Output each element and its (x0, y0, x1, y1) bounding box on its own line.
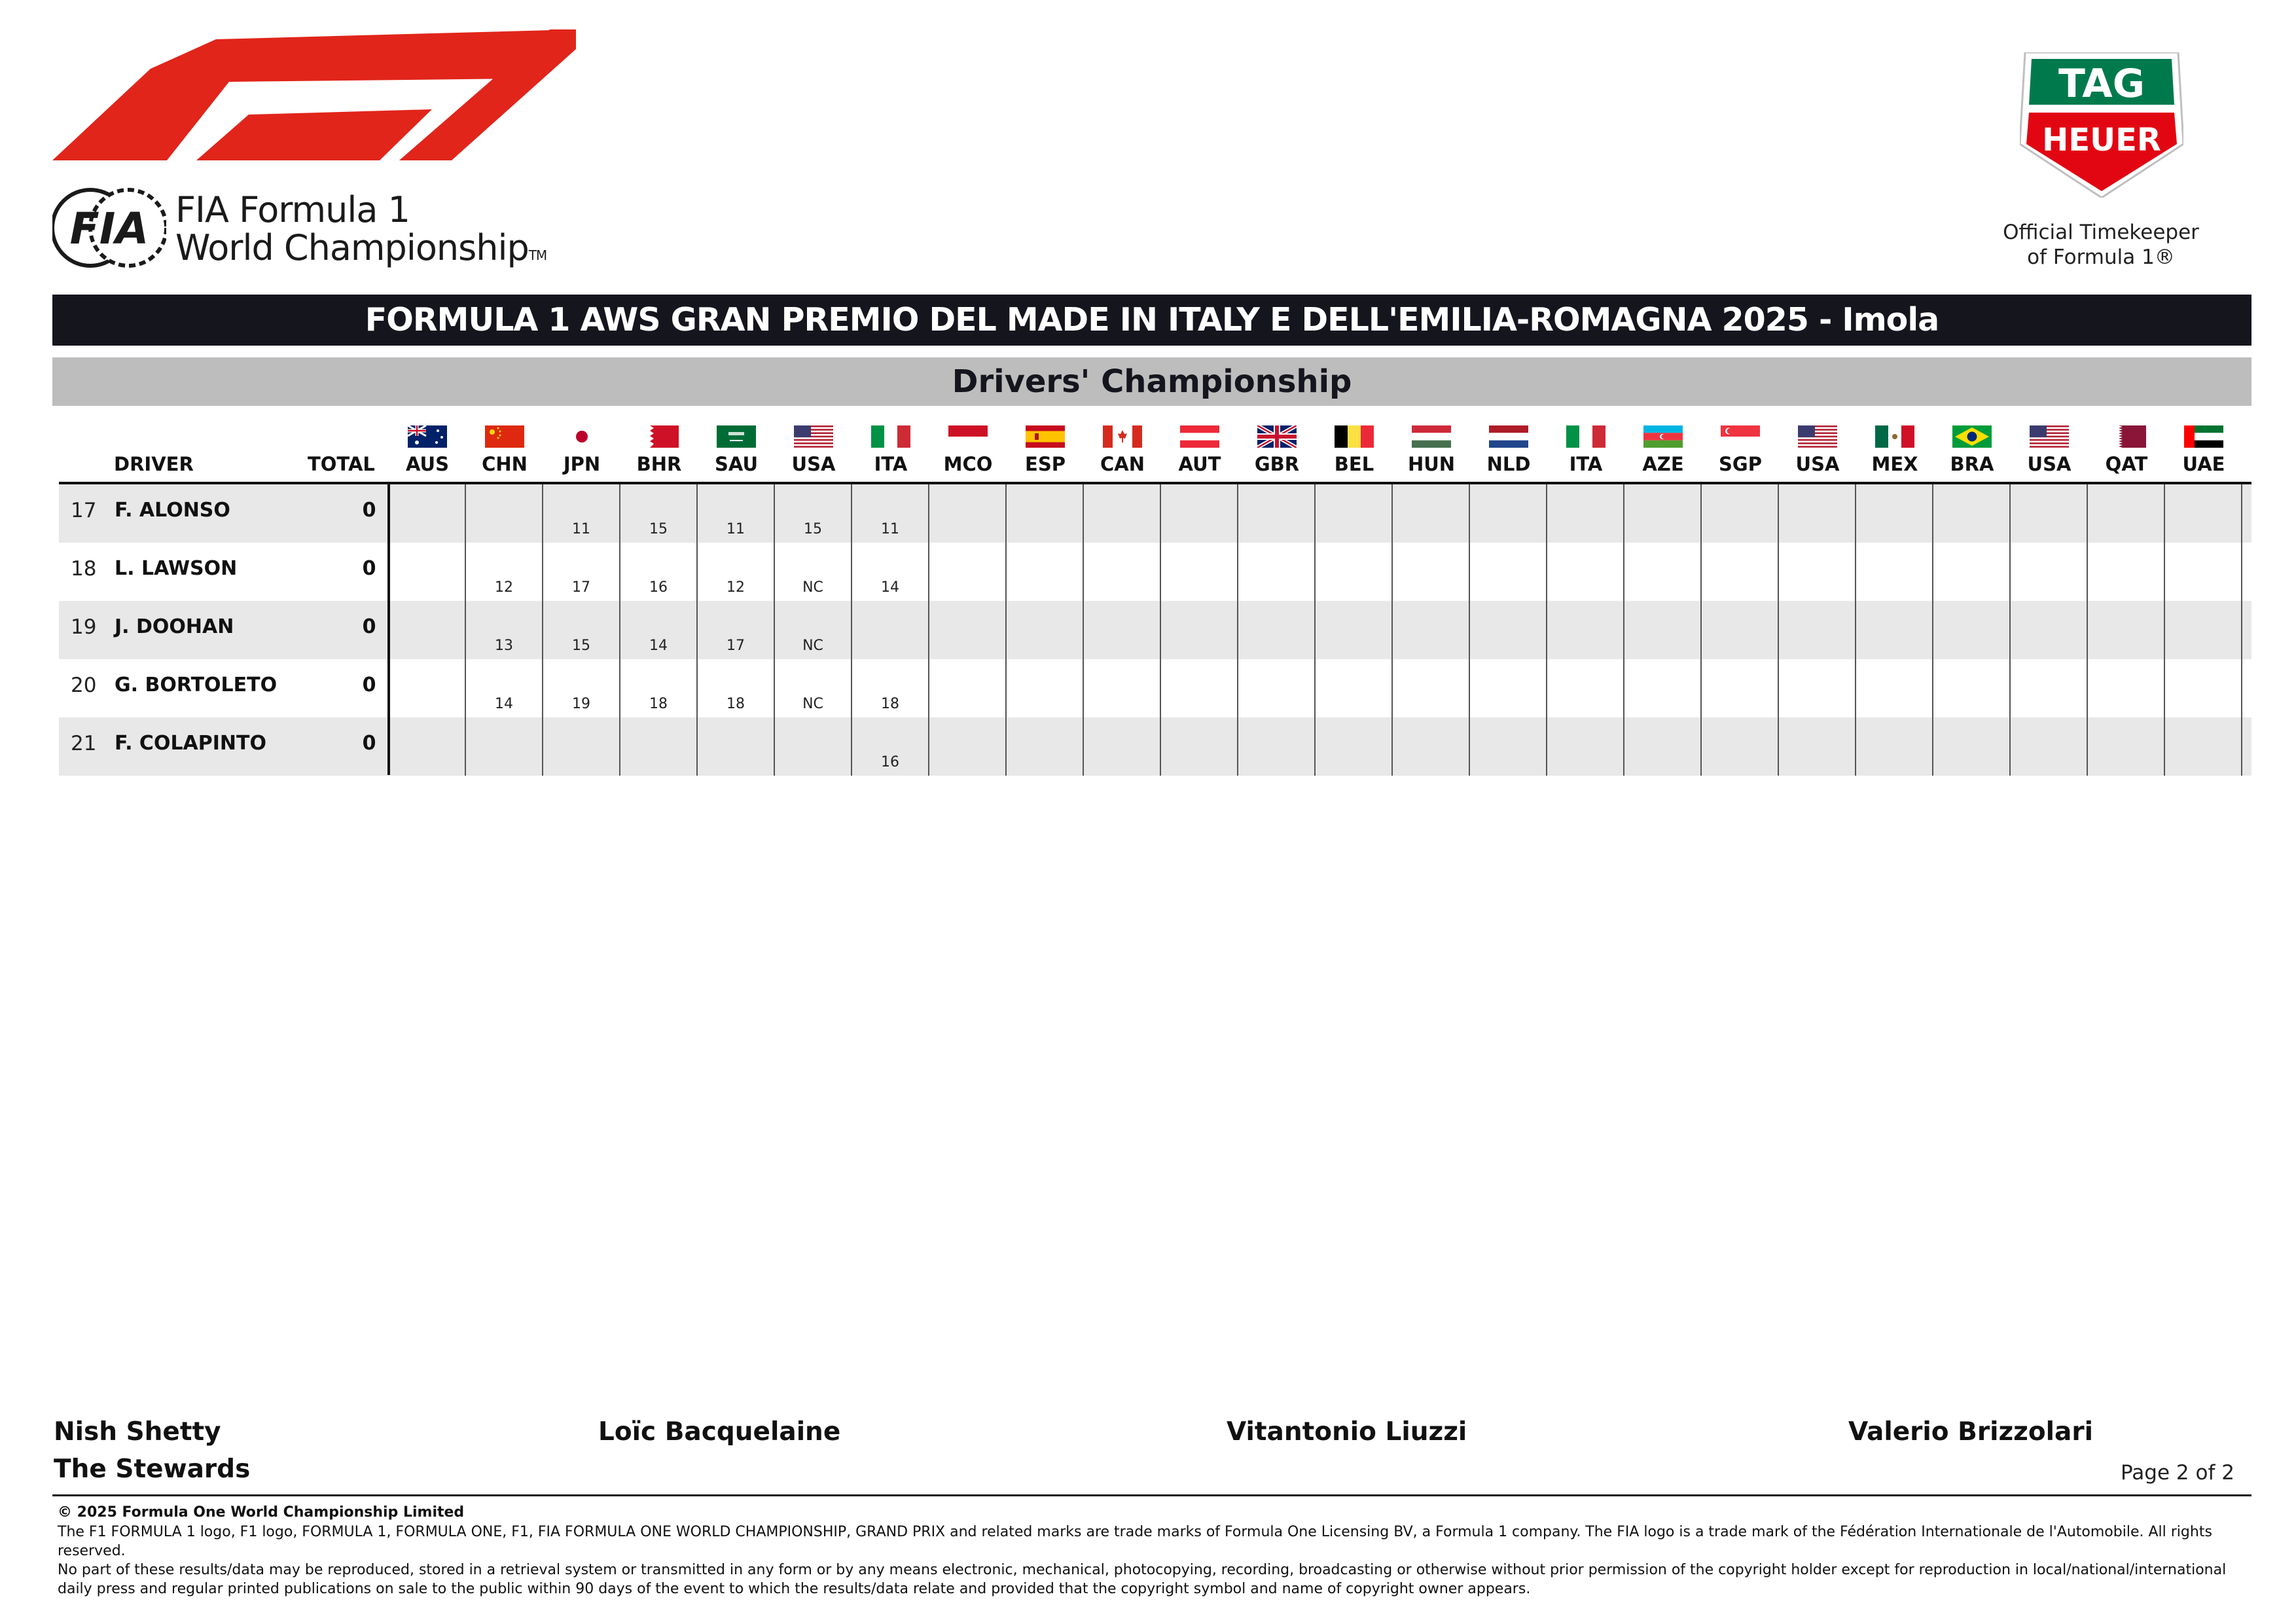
signature-name: Nish Shetty (54, 1417, 221, 1447)
result-cell (1316, 484, 1393, 543)
result-cell (1084, 484, 1161, 543)
result-cell (1393, 659, 1470, 717)
result-value: NC (802, 579, 823, 596)
race-column-header: UAE (2182, 453, 2225, 475)
driver-name: J. DOOHAN (115, 615, 234, 638)
result-cell (1702, 543, 1779, 601)
result-cell (1856, 543, 1933, 601)
race-column-header: USA (1795, 453, 1840, 475)
result-cell (1702, 484, 1779, 543)
mexico-flag-icon (1875, 425, 1914, 448)
race-column-header: ESP (1025, 453, 1066, 475)
result-cell (1161, 484, 1238, 543)
result-cell (1933, 717, 2011, 776)
result-cell (1084, 717, 1161, 776)
fia-wordmark-line1: FIA Formula 1 (175, 189, 410, 230)
result-value: NC (802, 696, 823, 712)
legal-trademarks: The F1 FORMULA 1 logo, F1 logo, FORMULA 1, FORMULA ONE, F1, FIA FORMULA ONE WORLD CHAMPIONSHIP, GRAND PRIX and related marks are trade marks of Formula One Licensing BV, a Formula 1 company. The FIA logo is a trade mark of the Fédération Internationale de l'Automobile. All rights reserved. (58, 1524, 2212, 1559)
result-cell (1779, 543, 1856, 601)
result-cell (1933, 659, 2011, 717)
result-cell (1470, 543, 1547, 601)
result-cell (620, 601, 698, 659)
result-cell (929, 601, 1007, 659)
driver-name: F. COLAPINTO (115, 732, 267, 755)
result-value: 18 (726, 696, 745, 712)
result-cell (1856, 717, 1933, 776)
result-cell (2165, 543, 2242, 601)
result-cell (2165, 659, 2242, 717)
result-cell (1856, 601, 1933, 659)
result-cell (466, 484, 543, 543)
result-value: 15 (649, 521, 668, 537)
result-cell (852, 717, 929, 776)
result-cell (1161, 601, 1238, 659)
result-value: 12 (495, 579, 513, 596)
result-value: NC (802, 638, 823, 654)
result-cell (466, 659, 543, 717)
result-value: 19 (572, 696, 590, 712)
result-cell (1393, 717, 1470, 776)
driver-position: 20 (71, 674, 97, 697)
result-cell (620, 717, 698, 776)
result-cell (1238, 659, 1316, 717)
result-cell (1779, 717, 1856, 776)
result-cell (543, 484, 620, 543)
result-value: 15 (804, 521, 822, 537)
result-cell (1393, 543, 1470, 601)
result-cell (2088, 543, 2165, 601)
copyright-notice: © 2025 Formula One World Championship Limited (58, 1504, 465, 1521)
event-title: FORMULA 1 AWS GRAN PREMIO DEL MADE IN ITALY E DELL'EMILIA-ROMAGNA 2025 - Imola (52, 295, 2251, 346)
timekeeper-caption-line2: of Formula 1® (2027, 245, 2175, 269)
uae-flag-icon (2184, 425, 2223, 448)
result-cell (2088, 659, 2165, 717)
result-cell (1238, 601, 1316, 659)
result-cell (2165, 717, 2242, 776)
race-column-header: USA (791, 453, 836, 475)
result-cell (1007, 717, 1084, 776)
race-column-header: CAN (1100, 453, 1145, 475)
result-cell (1007, 484, 1084, 543)
usa-flag-icon (2030, 425, 2069, 448)
result-cell (1470, 717, 1547, 776)
qatar-flag-icon (2107, 425, 2146, 448)
saudi-arabia-flag-icon (717, 425, 756, 448)
result-cell (1702, 717, 1779, 776)
result-cell (2088, 601, 2165, 659)
result-value: 12 (726, 579, 745, 596)
result-cell (1393, 601, 1470, 659)
result-cell (2088, 717, 2165, 776)
result-cell (1316, 543, 1393, 601)
svg-text:TAG: TAG (2058, 61, 2145, 107)
race-column-header: SGP (1719, 453, 1762, 475)
race-column-header: MCO (943, 453, 993, 475)
netherlands-flag-icon (1489, 425, 1528, 448)
driver-name: L. LAWSON (115, 557, 238, 580)
result-cell (2011, 543, 2088, 601)
driver-total-points: 0 (362, 615, 376, 638)
result-cell (466, 601, 543, 659)
timekeeper-caption-line1: Official Timekeeper (2003, 221, 2199, 244)
result-cell (2011, 484, 2088, 543)
fia-wordmark (175, 191, 547, 274)
f1-logo (52, 29, 576, 164)
result-cell (698, 601, 775, 659)
result-cell (1624, 659, 1702, 717)
legal-reproduction: No part of these results/data may be reproduced, stored in a retrieval system or transmitted in any form or by any means electronic, mechanical, photocopying, recording, broadcasting or otherwise without prior permission of the copyright holder except for reproduction in local/national/international daily press and regular printed publications on sale to the public within 90 days of the event to which the results/data relate and provided that the copyright symbol and name of copyright owner appears. (58, 1562, 2227, 1597)
italy-flag-icon (1566, 425, 1605, 448)
driver-total-points: 0 (362, 732, 376, 755)
result-cell (1702, 659, 1779, 717)
result-value: 11 (572, 521, 590, 537)
result-cell (1161, 717, 1238, 776)
usa-flag-icon (794, 425, 833, 448)
result-cell (466, 543, 543, 601)
result-cell (2165, 484, 2242, 543)
race-column-header: SAU (715, 453, 758, 475)
result-cell (466, 717, 543, 776)
fia-emblem-icon (52, 185, 166, 271)
result-cell (1470, 484, 1547, 543)
result-cell (389, 543, 466, 601)
result-cell (1161, 543, 1238, 601)
result-cell (1316, 717, 1393, 776)
result-value: 15 (572, 638, 590, 654)
result-cell (620, 484, 698, 543)
result-value: 13 (495, 638, 513, 654)
result-cell (389, 659, 466, 717)
fia-trademark: TM (528, 247, 547, 263)
driver-column-header: DRIVER (114, 453, 194, 475)
stewards-label: The Stewards (54, 1454, 251, 1484)
result-cell (1547, 543, 1624, 601)
result-cell (1084, 543, 1161, 601)
race-column-header: BRA (1950, 453, 1994, 475)
race-column-header: BHR (636, 453, 682, 475)
result-cell (1470, 659, 1547, 717)
result-cell (1547, 717, 1624, 776)
result-cell (852, 484, 929, 543)
result-value: 18 (649, 696, 668, 712)
result-cell (620, 543, 698, 601)
result-cell (1316, 659, 1393, 717)
result-cell (1624, 717, 1702, 776)
race-column-header: QAT (2105, 453, 2148, 475)
result-cell (1779, 659, 1856, 717)
driver-total-points: 0 (362, 557, 376, 580)
result-value: 11 (726, 521, 745, 537)
result-cell (543, 543, 620, 601)
race-column-header: HUN (1407, 453, 1456, 475)
result-value: 14 (495, 696, 513, 712)
driver-position: 21 (71, 732, 97, 755)
race-column-header: MEX (1871, 453, 1918, 475)
legal-notice (58, 1523, 2244, 1598)
result-value: 16 (649, 579, 668, 596)
result-cell (698, 484, 775, 543)
italy-flag-icon (871, 425, 910, 448)
tag-heuer-logo (2020, 52, 2183, 198)
result-value: 16 (881, 754, 899, 770)
total-divider (387, 484, 390, 775)
signatures (52, 1417, 2251, 1456)
china-flag-icon (485, 425, 524, 448)
australia-flag-icon (408, 425, 447, 448)
driver-name: F. ALONSO (115, 499, 230, 522)
race-column-header: BEL (1334, 453, 1374, 475)
race-column-header: USA (2027, 453, 2072, 475)
race-column-header: AUT (1178, 453, 1221, 475)
fia-wordmark-line2: World Championship (175, 227, 529, 268)
result-cell (1238, 717, 1316, 776)
driver-name: G. BORTOLETO (115, 674, 278, 696)
result-cell (1470, 601, 1547, 659)
result-cell (1547, 484, 1624, 543)
page-number: Page 2 of 2 (2121, 1461, 2234, 1485)
spain-flag-icon (1026, 425, 1065, 448)
result-value: 14 (881, 579, 899, 596)
result-cell (775, 543, 852, 601)
austria-flag-icon (1180, 425, 1219, 448)
uk-flag-icon (1257, 425, 1297, 448)
signature-name: Vitantonio Liuzzi (1227, 1417, 1467, 1447)
result-cell (1238, 543, 1316, 601)
result-cell (1624, 601, 1702, 659)
race-column-header: ITA (874, 453, 908, 475)
driver-position: 17 (71, 499, 97, 522)
result-cell (852, 601, 929, 659)
race-column-header: CHN (482, 453, 528, 475)
result-cell (1779, 601, 1856, 659)
result-cell (2011, 601, 2088, 659)
result-cell (929, 717, 1007, 776)
result-cell (929, 659, 1007, 717)
result-cell (389, 484, 466, 543)
result-cell (1161, 659, 1238, 717)
result-cell (543, 659, 620, 717)
driver-total-points: 0 (362, 499, 376, 522)
result-cell (2011, 659, 2088, 717)
result-cell (775, 484, 852, 543)
result-cell (1933, 484, 2011, 543)
section-title: Drivers' Championship (52, 357, 2251, 406)
driver-position: 18 (71, 557, 97, 581)
result-cell (698, 659, 775, 717)
result-cell (1933, 601, 2011, 659)
result-cell (1547, 659, 1624, 717)
singapore-flag-icon (1721, 425, 1760, 448)
result-cell (1933, 543, 2011, 601)
result-cell (929, 484, 1007, 543)
driver-position: 19 (71, 615, 97, 639)
azerbaijan-flag-icon (1643, 425, 1683, 448)
result-cell (2088, 484, 2165, 543)
result-cell (543, 717, 620, 776)
result-cell (852, 543, 929, 601)
result-cell (1084, 601, 1161, 659)
result-cell (929, 543, 1007, 601)
result-cell (1702, 601, 1779, 659)
result-cell (852, 659, 929, 717)
svg-text:HEUER: HEUER (2042, 122, 2161, 158)
result-cell (389, 717, 466, 776)
race-column-header: GBR (1254, 453, 1300, 475)
result-cell (775, 659, 852, 717)
result-cell (2165, 601, 2242, 659)
race-column-header: AUS (406, 453, 449, 475)
result-cell (1393, 484, 1470, 543)
result-value: 14 (649, 638, 668, 654)
race-column-header: ITA (1569, 453, 1603, 475)
result-cell (1007, 601, 1084, 659)
result-cell (698, 543, 775, 601)
bahrain-flag-icon (639, 425, 679, 448)
monaco-flag-icon (948, 425, 988, 448)
driver-total-points: 0 (362, 674, 376, 696)
signature-name: Loïc Bacquelaine (598, 1417, 841, 1447)
result-cell (1856, 659, 1933, 717)
result-cell (1624, 484, 1702, 543)
result-cell (1007, 543, 1084, 601)
result-value: 11 (881, 521, 899, 537)
svg-text:FIA: FIA (69, 204, 149, 254)
result-cell (775, 717, 852, 776)
result-cell (1779, 484, 1856, 543)
result-cell (698, 717, 775, 776)
footer-divider (52, 1494, 2251, 1496)
result-cell (1624, 543, 1702, 601)
signature-name: Valerio Brizzolari (1848, 1417, 2093, 1447)
result-cell (543, 601, 620, 659)
belgium-flag-icon (1335, 425, 1374, 448)
result-cell (389, 601, 466, 659)
result-cell (1007, 659, 1084, 717)
result-value: 17 (726, 638, 745, 654)
race-column-header: JPN (563, 453, 601, 475)
brazil-flag-icon (1952, 425, 1992, 448)
race-column-header: NLD (1486, 453, 1531, 475)
result-cell (1316, 601, 1393, 659)
result-value: 18 (881, 696, 899, 712)
result-cell (1856, 484, 1933, 543)
result-cell (775, 601, 852, 659)
result-cell (1547, 601, 1624, 659)
result-cell (620, 659, 698, 717)
canada-flag-icon (1103, 425, 1142, 448)
hungary-flag-icon (1412, 425, 1451, 448)
result-cell (1084, 659, 1161, 717)
usa-flag-icon (1798, 425, 1837, 448)
result-cell (2011, 717, 2088, 776)
total-column-header: TOTAL (308, 453, 375, 475)
result-value: 17 (572, 579, 590, 596)
japan-flag-icon (562, 425, 601, 448)
result-cell (1238, 484, 1316, 543)
timekeeper-caption (1964, 220, 2238, 270)
race-column-header: AZE (1642, 453, 1684, 475)
